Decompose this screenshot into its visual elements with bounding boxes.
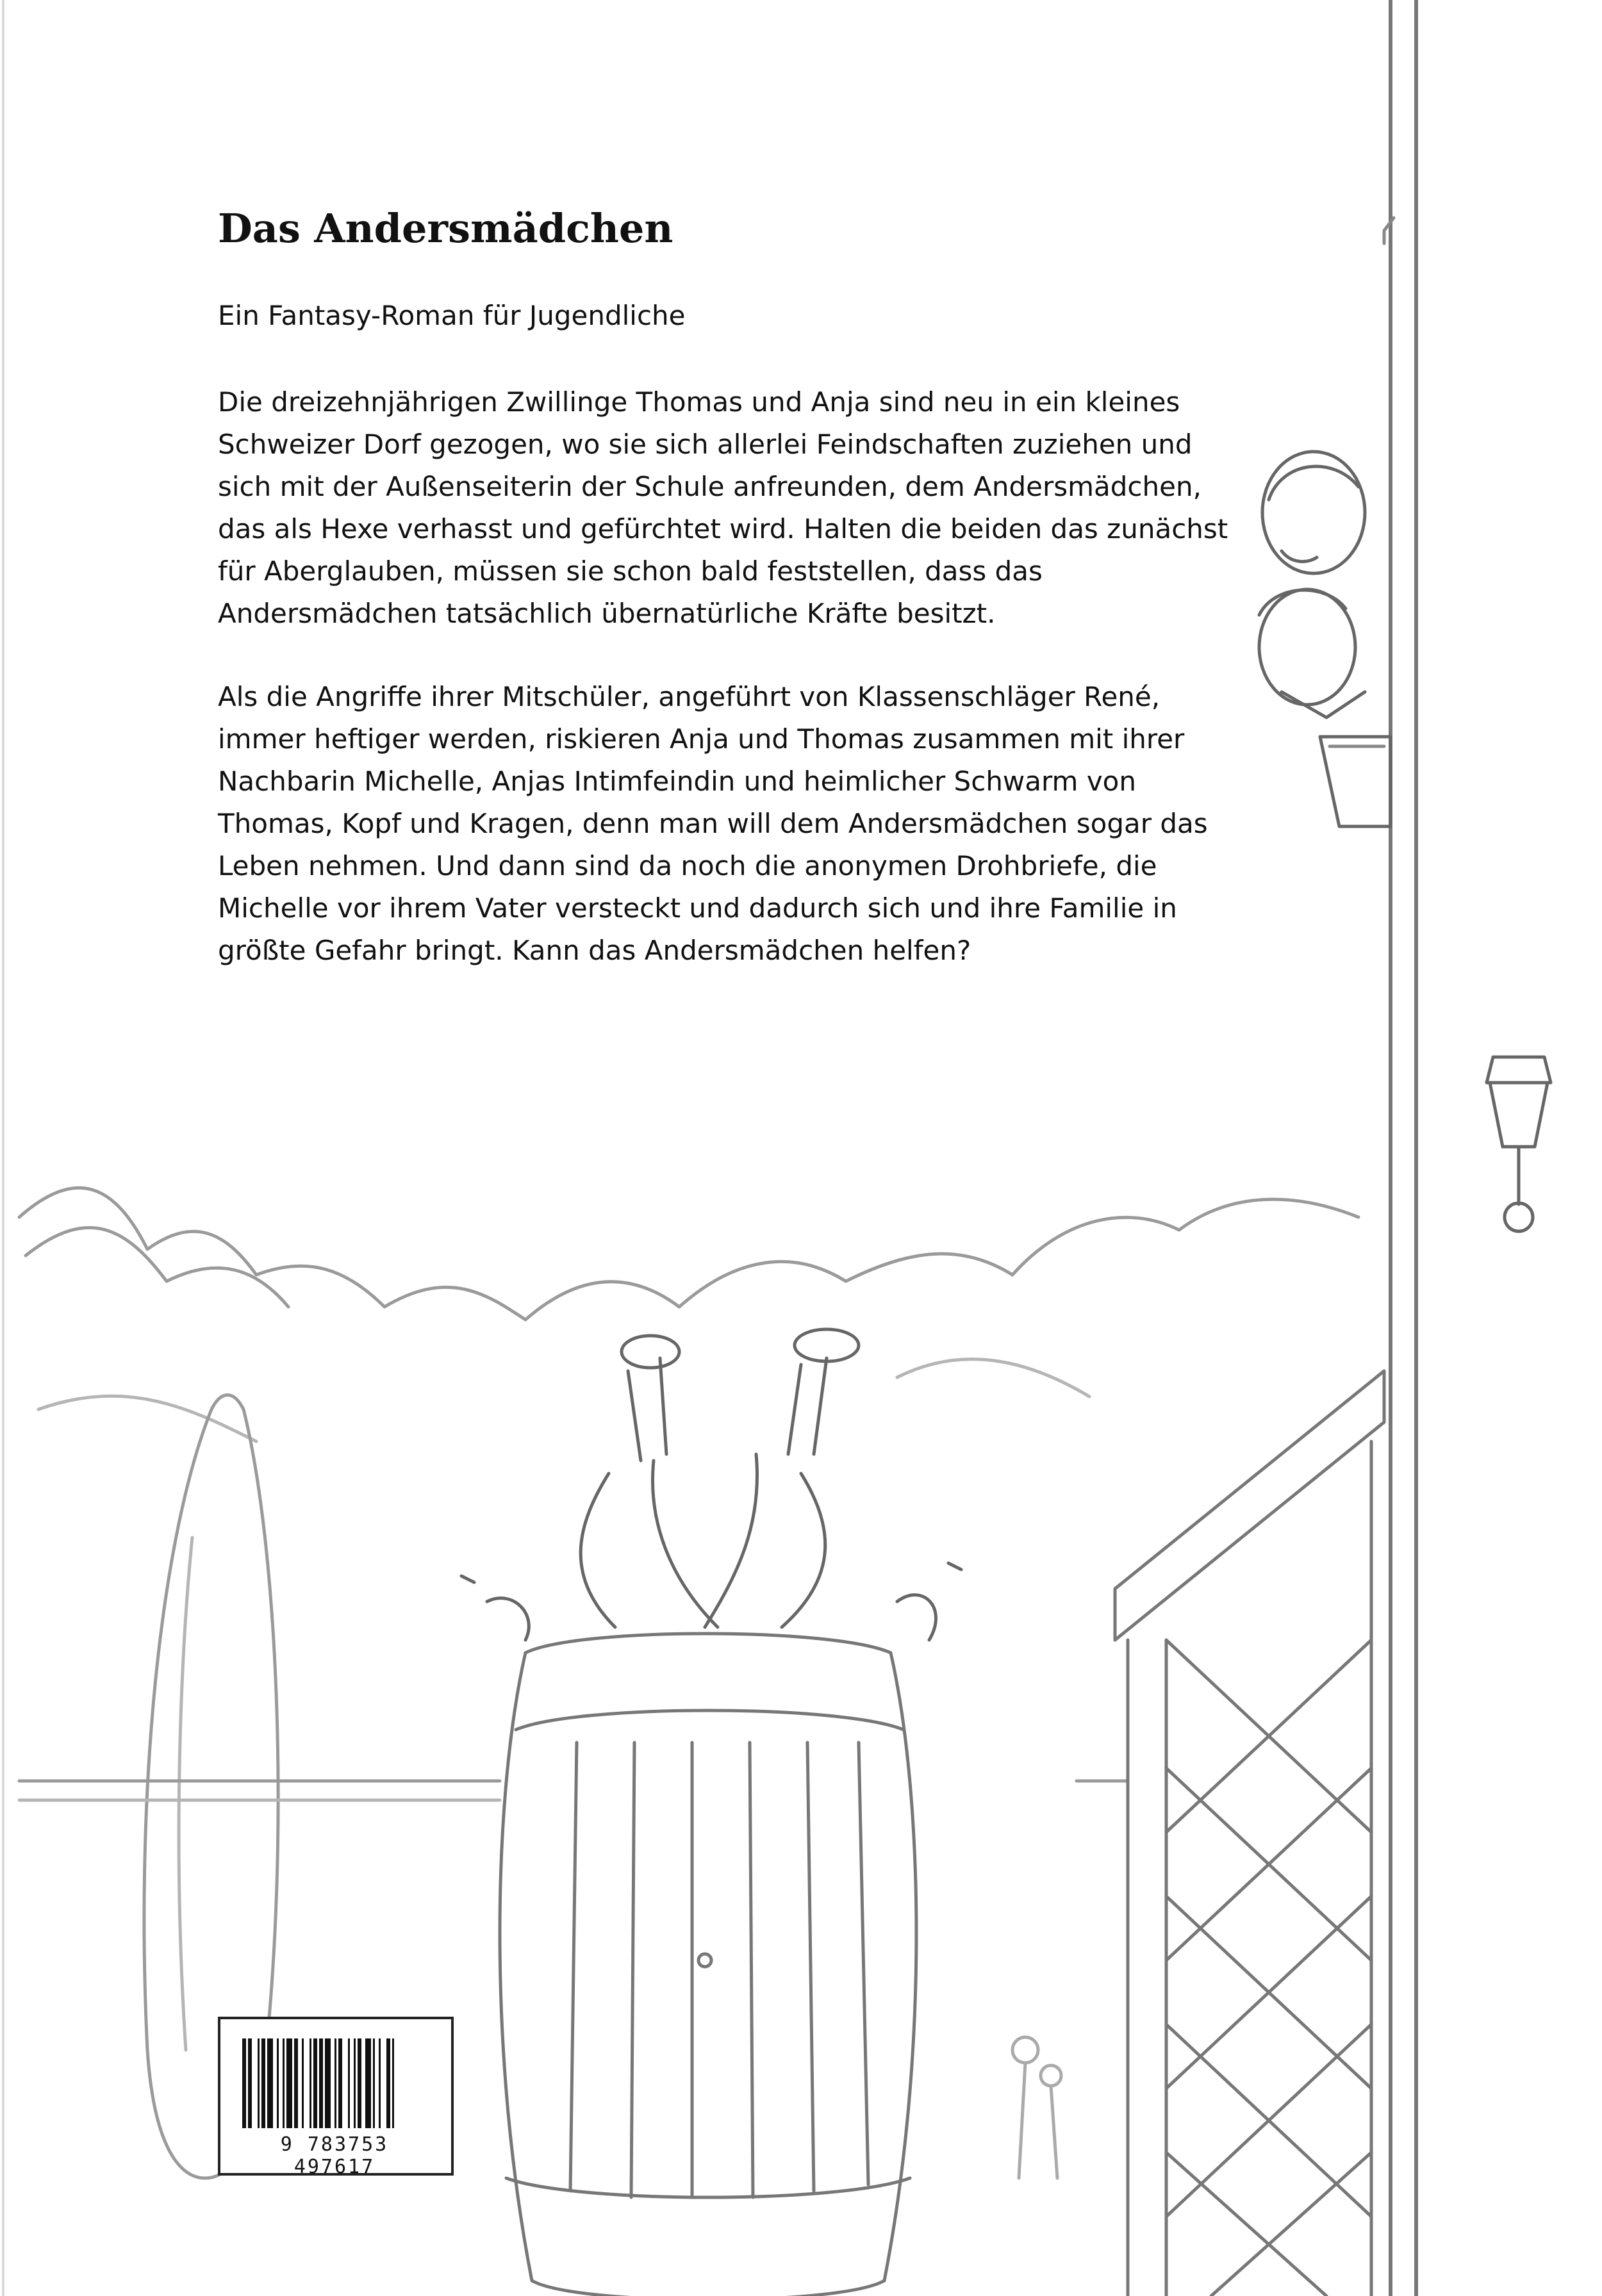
barcode-bar — [354, 2038, 356, 2128]
wall-lamp — [1487, 1057, 1551, 1231]
barcode-bar — [379, 2038, 381, 2128]
trellis — [1115, 1371, 1384, 2296]
barcode-bar — [248, 2038, 252, 2128]
hedge — [19, 1188, 1358, 1441]
barrel — [500, 1634, 916, 2296]
kids-at-window — [1259, 452, 1391, 826]
house-wall — [1384, 0, 1416, 2296]
barcode-bar — [302, 2038, 304, 2128]
blurb-paragraph-2: Als die Angriffe ihrer Mitschüler, angeführt von Klassenschläger René, immer heftiger werden, riskieren Anja und Thomas zusammen mit ihrer Nachbarin Michelle, Anjas Intimfeindin und heimlicher Schwarm von Thomas, Kopf und Kragen, denn man will dem Andersmädchen sogar das Leben nehmen. Und dann sind da noch die anonymen Drohbriefe, die Michelle vor ihrem Vater versteckt und dadurch sich und ihre Familie in größte Gefahr bringt. Kann das Andersmädchen helfen? — [218, 681, 1208, 966]
barcode-bar — [258, 2038, 260, 2128]
barcode-bar — [325, 2038, 331, 2128]
barcode-bar — [365, 2038, 371, 2128]
barcode-bars — [242, 2038, 429, 2128]
barcode-bar — [310, 2038, 311, 2128]
blurb — [218, 205, 1230, 1013]
barcode-bar — [267, 2038, 273, 2128]
barcode-bar — [313, 2038, 317, 2128]
blurb-paragraph-1: Die dreizehnjährigen Zwillinge Thomas und Anja sind neu in ein kleines Schweizer Dorf gezogen, wo sie sich allerlei Feindschaften zuziehen und sich mit der Außenseiterin der Schule anfreunden, dem Andersmädchen, das als Hexe verhasst und gefürchtet wird. Halten die beiden das zunächst für Aberglauben, müssen sie schon bald feststellen, dass das Andersmädchen tatsächlich übernatürliche Kräfte besitzt. — [218, 386, 1228, 629]
barcode-bar — [373, 2038, 375, 2128]
barcode-bar — [242, 2038, 246, 2128]
barcode-bar — [348, 2038, 350, 2128]
book-title: Das Andersmädchen — [218, 205, 673, 252]
barcode-bar — [338, 2038, 342, 2128]
barcode-bar — [319, 2038, 323, 2128]
barcode-bar — [358, 2038, 361, 2128]
flowers — [1012, 2037, 1061, 2178]
barcode-bar — [294, 2038, 298, 2128]
barcode-bar — [283, 2038, 285, 2128]
barcode-bar — [386, 2038, 390, 2128]
barcode-bar — [261, 2038, 265, 2128]
barcode-bar — [277, 2038, 279, 2128]
barcode-bar — [286, 2038, 292, 2128]
isbn-barcode — [218, 2017, 454, 2176]
isbn-number: 9 783753 497617 — [280, 2133, 389, 2178]
legs-in-barrel — [461, 1329, 961, 1640]
barcode-bar — [334, 2038, 336, 2128]
book-subtitle: Ein Fantasy-Roman für Jugendliche — [218, 300, 686, 331]
barcode-bar — [392, 2038, 394, 2128]
